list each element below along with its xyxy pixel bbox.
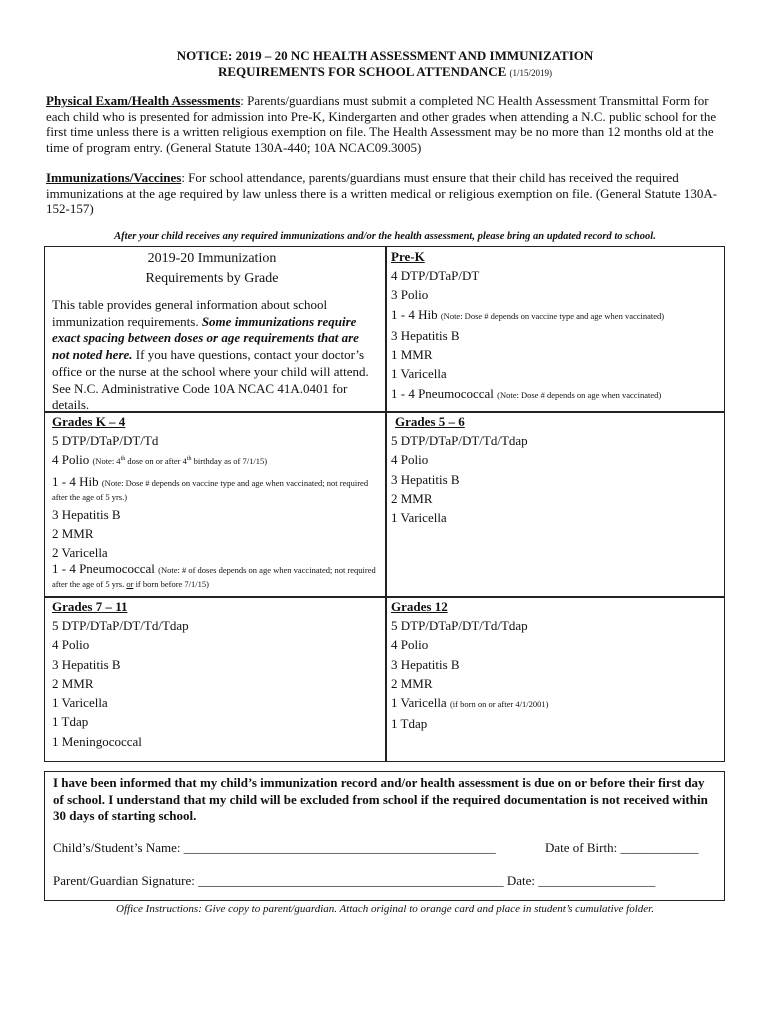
prek-heading: Pre-K: [391, 249, 425, 264]
g56-item: 3 Hepatitis B: [391, 471, 460, 487]
k4-pneumo-note: (Note: # of doses depends on age when vaccinated; not required after the age of 5 yrs. or if born before 7/1/15): [52, 565, 376, 590]
immunizations-label: Immunizations/Vaccines: [46, 170, 182, 185]
requirements-table: [44, 246, 725, 762]
grades-k4-cell: [52, 413, 377, 590]
k4-item: 2 Varicella: [52, 545, 108, 561]
notice-title-line1: NOTICE: 2019 – 20 NC HEALTH ASSESSMENT AND IMMUNIZATION: [176, 48, 594, 63]
intro-text: [52, 297, 377, 414]
g711-item: 3 Hepatitis B: [52, 656, 121, 672]
table-divider-vertical: [385, 247, 387, 761]
notice-title-line2: [0, 64, 770, 81]
g56-item: 4 Polio: [391, 452, 429, 468]
notice-title-text: REQUIREMENTS FOR SCHOOL ATTENDANCE: [217, 64, 507, 79]
k4-hib-note: (Note: Dose # depends on vaccine type and age when vaccinated; not required after the age of 5 yrs.): [52, 477, 369, 502]
g711-item: 1 Tdap: [52, 714, 89, 730]
intro-text-c: If you have questions, contact your doctor’s office or the nurse at the school where your child will attend. See N.C. Administrative Code 10A NCAC 41A.0401 for details.: [52, 347, 369, 413]
grades-711-cell: [52, 598, 377, 751]
prek-item: 1 Varicella: [391, 366, 447, 382]
prek-item: 1 - 4 Hib (Note: Dose # depends on vaccine type and age when vaccinated): [391, 306, 665, 322]
g12-item: 4 Polio: [391, 637, 429, 653]
prek-pneumo-note: (Note: Dose # depends on age when vaccinated): [497, 389, 662, 400]
g12-item: 3 Hepatitis B: [391, 656, 460, 672]
g711-item: 2 MMR: [52, 675, 94, 691]
consent-statement: I have been informed that my child’s immunization record and/or health assessment is due on or before their first day of school. I understand that my child will be excluded from school if the required documentation is not received within 30 days of starting school.: [53, 775, 708, 823]
prek-cell: [391, 248, 721, 405]
intro-cell: [52, 249, 377, 414]
g12-item: 5 DTP/DTaP/DT/Td/Tdap: [391, 618, 528, 633]
k4-item: 4 Polio (Note: 4th dose on or after 4th birthday as of 7/1/15): [52, 452, 268, 468]
physical-exam-label: Physical Exam/Health Assessments: [46, 93, 241, 108]
date-of-birth-field[interactable]: Date of Birth: ____________: [545, 840, 699, 855]
grades-12-heading: Grades 12: [391, 599, 448, 614]
g12-item: 1 Varicella (if born on or after 4/1/2001): [391, 695, 549, 711]
consent-box: [44, 771, 725, 901]
prek-item: 1 - 4 Pneumococcal (Note: Dose # depends on age when vaccinated): [391, 385, 662, 401]
grades-k4-heading: Grades K – 4: [52, 414, 126, 429]
g711-item: 1 Meningococcal: [52, 733, 142, 749]
k4-item: 3 Hepatitis B: [52, 506, 121, 522]
grades-56-heading: Grades 5 – 6: [395, 414, 465, 429]
after-immunization-note: After your child receives any required immunizations and/or the health assessment, please bring an updated record to school.: [114, 231, 656, 242]
g12-item: 2 MMR: [391, 675, 433, 691]
immunizations-paragraph: [46, 170, 726, 217]
g711-item: 4 Polio: [52, 637, 90, 653]
physical-exam-text: : Parents/guardians must submit a completed NC Health Assessment Transmittal Form for each child who is presented for admission into Pre-K, Kindergarten and other grades when attending a N.C. public school for the first time unless there is a written religious exemption on file. The Health Assessment may be no more than 12 months old at the time of program entry. (General Statute 130A-440; 10A NCAC09.3005): [46, 93, 717, 155]
prek-item: 1 MMR: [391, 347, 433, 363]
parent-signature-field[interactable]: Parent/Guardian Signature: _______________________________________________ Date: __________________: [53, 873, 656, 888]
g12-item: 1 Tdap: [391, 716, 428, 732]
notice-date: (1/15/2019): [509, 68, 553, 78]
g711-item: 5 DTP/DTaP/DT/Td/Tdap: [52, 618, 189, 633]
prek-item: 3 Hepatitis B: [391, 327, 460, 343]
k4-item: 1 - 4 Pneumococcal (Note: # of doses depends on age when vaccinated; not required after the age of 5 yrs. or if born before 7/1/15): [52, 561, 376, 590]
g56-item: 1 Varicella: [391, 510, 447, 526]
k4-item: 2 MMR: [52, 525, 94, 541]
k4-item: 5 DTP/DTaP/DT/Td: [52, 433, 159, 448]
g56-item: 2 MMR: [391, 490, 433, 506]
g12-varicella-note: (if born on or after 4/1/2001): [449, 699, 549, 710]
intro-text-a: This table provides general information about school immunization requirements.: [52, 297, 328, 329]
grades-12-cell: [391, 598, 721, 734]
g711-item: 1 Varicella: [52, 695, 108, 711]
child-name-field[interactable]: Child’s/Student’s Name: ________________________________________________: [53, 840, 496, 855]
k4-item: 1 - 4 Hib (Note: Dose # depends on vaccine type and age when vaccinated; not required after the age of 5 yrs.): [52, 473, 369, 502]
grades-56-cell: [391, 413, 721, 527]
immunizations-text: : For school attendance, parents/guardians must ensure that their child has received the required immunizations at the age required by law unless there is a written medical or religious exemption on file. (General Statute 130A-152-157): [46, 170, 718, 217]
prek-item: 4 DTP/DTaP/DT: [391, 268, 480, 283]
k4-polio-note: (Note: 4th dose on or after 4th birthday as of 7/1/15): [92, 456, 268, 467]
grades-711-heading: Grades 7 – 11: [52, 599, 128, 614]
intro-text-b: Some immunizations require exact spacing between doses or age requirements that are not noted here.: [52, 313, 359, 363]
physical-exam-paragraph: [46, 93, 726, 155]
intro-title-line2: Requirements by Grade: [145, 271, 279, 286]
intro-title-line1: 2019-20 Immunization: [147, 251, 277, 266]
prek-item: 3 Polio: [391, 287, 429, 303]
prek-hib-note: (Note: Dose # depends on vaccine type and age when vaccinated): [440, 310, 665, 321]
office-instructions: Office Instructions: Give copy to parent/guardian. Attach original to orange card and place in student’s cumulative folder.: [116, 903, 654, 915]
g56-item: 5 DTP/DTaP/DT/Td/Tdap: [391, 433, 528, 448]
